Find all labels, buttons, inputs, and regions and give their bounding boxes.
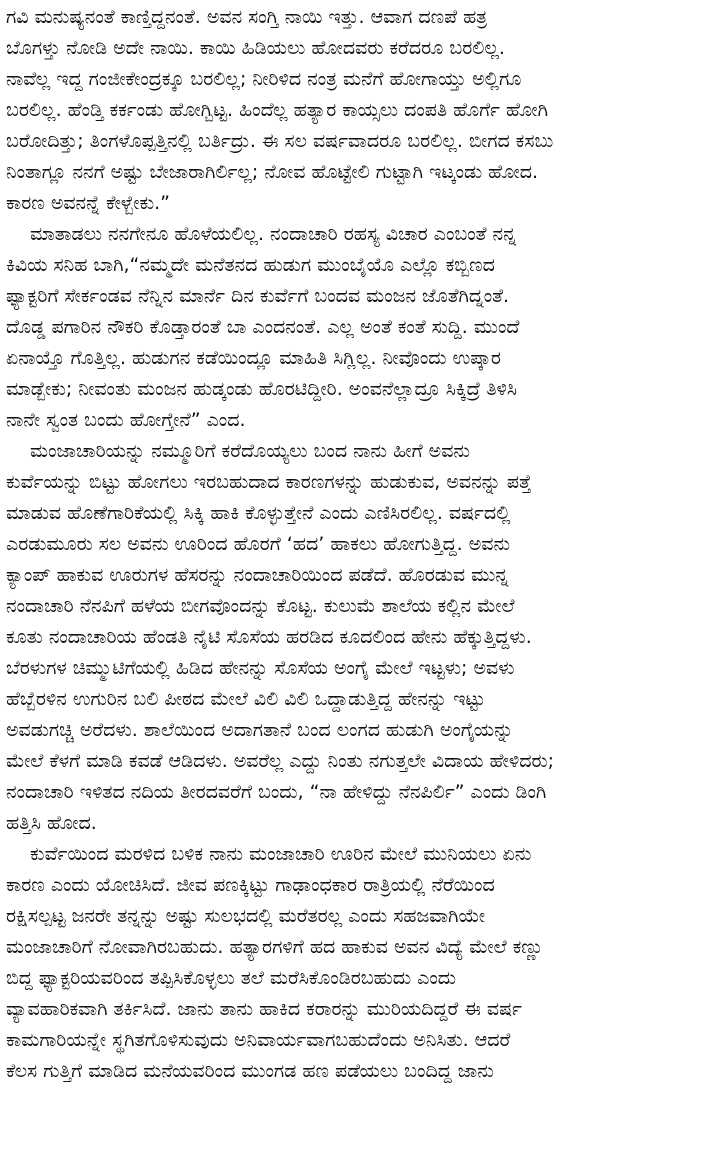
text-line: ಮಾಡುವ ಹೊಣೆಗಾರಿಕೆಯಲ್ಲಿ ಸಿಕ್ಕಿ ಹಾಕಿ ಕೊಳ್ಳುತ್ತೇನೆ ಎಂದು ಎಣಿಸಿರಲಿಲ್ಲ. ವರ್ಷದಲ್ಲಿ	[6, 502, 511, 524]
text-line: ಕುರ್ವೆಯನ್ನು ಬಿಟ್ಟು ಹೋಗಲು ಇರಬಹುದಾದ ಕಾರಣಗಳನ್ನು ಹುಡುಕುವ, ಅವನನ್ನು ಪತ್ತೆ	[6, 471, 532, 493]
text-line: ನಂದಾಚಾರಿ ನೆನಪಿಗೆ ಹಳೆಯ ಬೀಗವೊಂದನ್ನು ಕೊಟ್ಟ. ಕುಲುಮೆ ಶಾಲೆಯ ಕಲ್ಲಿನ ಮೇಲೆ	[6, 595, 515, 617]
text-line: ನಿಂತಾಗ್ಲೂ ನನಗೆ ಅಷ್ಟು ಬೇಜಾರಾಗಿರ್ಲಿಲ್ಲ; ನೋವ ಹೊಟ್ಟೇಲಿ ಗುಟ್ಟಾಗಿ ಇಟ್ಕಂಡು ಹೋದ.	[6, 161, 539, 183]
text-line: ಕುರ್ವೆಯಿಂದ ಮರಳಿದ ಬಳಿಕ ನಾನು ಮಂಜಾಚಾರಿ ಊರಿನ ಮೇಲೆ ಮುನಿಯಲು ಏನು	[30, 843, 532, 865]
text-line: ಅವಡುಗಚ್ಚಿ ಅರೆದಳು. ಶಾಲೆಯಿಂದ ಅದಾಗತಾನೆ ಬಂದ ಲಂಗದ ಹುಡುಗಿ ಅಂಗೈಯನ್ನು	[6, 719, 514, 741]
text-line: ಬರಲಿಲ್ಲ. ಹೆಂಡ್ತಿ ಕರ್ಕಂಡು ಹೋಗ್ಬಿಟ್ಟ. ಹಿಂದೆಲ್ಲ ಹತ್ಯಾರ ಕಾಯ್ಸಲು ದಂಪತಿ ಹೊರ್ಗೆ ಹೋಗಿ	[6, 99, 548, 121]
text-line: ನಂದಾಚಾರಿ ಇಳಿತದ ನದಿಯ ತೀರದವರೆಗೆ ಬಂದು, “ನಾ ಹೇಳಿದ್ದು ನೆನಪಿರ್ಲಿ” ಎಂದು ಡಿಂಗಿ	[6, 781, 547, 803]
paragraph-4	[6, 839, 719, 1087]
text-line: ಗವಿ ಮನುಷ್ಯನಂತೆ ಕಾಣ್ತಿದ್ದನಂತೆ. ಅವನ ಸಂಗ್ತಿ ನಾಯಿ ಇತ್ತು. ಆವಾಗ ದಣಪೆ ಹತ್ರ	[6, 6, 488, 28]
text-line: ಫ್ಯಾಕ್ಟರಿಗೆ ಸೇರ್ಕಂಡವ ನೆನ್ನಿನ ಮಾರ್ನೆ ದಿನ ಕುರ್ವೆಗೆ ಬಂದವ ಮಂಜನ ಜೊತೆಗಿದ್ನಂತೆ.	[6, 285, 510, 307]
text-line: ಬಿದ್ದ ಫ್ಯಾಕ್ಟರಿಯವರಿಂದ ತಪ್ಪಿಸಿಕೊಳ್ಳಲು ತಲೆ ಮರೆಸಿಕೊಂಡಿರಬಹುದು ಎಂದು	[6, 967, 457, 989]
paragraph-2	[6, 219, 719, 436]
text-line: ಕ್ಯಾಂಪ್ ಹಾಕುವ ಊರುಗಳ ಹೆಸರನ್ನು ನಂದಾಚಾರಿಯಿಂದ ಪಡೆದೆ. ಹೊರಡುವ ಮುನ್ನ	[6, 564, 509, 586]
text-line: ಮಾಡ್ಬೇಕು; ನೀವಂತು ಮಂಜನ ಹುಡ್ಕಂಡು ಹೊರಟಿದ್ದೀರಿ. ಅಂವನೆಲ್ಲಾದ್ರೂ ಸಿಕ್ಕಿದ್ರೆ ತಿಳಿಸಿ	[6, 378, 518, 400]
text-line: ಹೆಬ್ಬೆರಳಿನ ಉಗುರಿನ ಬಲಿ ಪೀಠದ ಮೇಲೆ ವಿಲಿ ವಿಲಿ ಒದ್ದಾಡುತ್ತಿದ್ದ ಹೇನನ್ನು ಇಟ್ಟು	[6, 688, 486, 710]
text-line: ಬರೋದಿತ್ತು; ತಿಂಗಳೊಪ್ಪತ್ತಿನಲ್ಲಿ ಬರ್ತಿದ್ರು. ಈ ಸಲ ವರ್ಷವಾದರೂ ಬರಲಿಲ್ಲ. ಬೀಗದ ಕಸಬು	[6, 130, 554, 152]
text-line: ನಾನೇ ಸ್ವಂತ ಬಂದು ಹೋಗ್ತೇನೆ” ಎಂದ.	[6, 409, 246, 431]
text-line: ಕಾರಣ ಅವನನ್ನೆ ಕೇಳ್ಬೇಕು.”	[6, 192, 171, 214]
text-line: ಬೆರಳುಗಳ ಚಿಮ್ಮುಟಿಗೆಯಲ್ಲಿ ಹಿಡಿದ ಹೇನನ್ನು ಸೊಸೆಯ ಅಂಗೈ ಮೇಲೆ ಇಟ್ಟಳು; ಅವಳು	[6, 657, 515, 679]
paragraph-1	[6, 2, 719, 219]
text-line: ಕೂತು ನಂದಾಚಾರಿಯ ಹೆಂಡತಿ ನೈಟಿ ಸೊಸೆಯ ಹರಡಿದ ಕೂದಲಿಂದ ಹೇನು ಹೆಕ್ಕುತ್ತಿದ್ದಳು.	[6, 626, 532, 648]
text-line: ನಾವೆಲ್ಲ ಇದ್ದ ಗಂಜೀಕೇಂದ್ರಕ್ಕೂ ಬರಲಿಲ್ಲ; ನೀರಿಳಿದ ನಂತ್ರ ಮನೆಗೆ ಹೋಗಾಯ್ತು ಅಲ್ಲಿಗೂ	[6, 68, 522, 90]
text-line: ಮಂಜಾಚಾರಿಯನ್ನು ನಮ್ಮೂರಿಗೆ ಕರೆದೊಯ್ಯಲು ಬಂದ ನಾನು ಹೀಗೆ ಅವನು	[30, 440, 471, 462]
text-line: ಕಾರಣ ಎಂದು ಯೋಚಿಸಿದೆ. ಜೀವ ಪಣಕ್ಕಿಟ್ಟು ಗಾಢಾಂಧಕಾರ ರಾತ್ರಿಯಲ್ಲಿ ನೆರೆಯಿಂದ	[6, 874, 495, 896]
text-line: ಕಾಮಗಾರಿಯನ್ನೇ ಸ್ಥಗಿತಗೊಳಿಸುವುದು ಅನಿವಾರ್ಯವಾಗಬಹುದೆಂದು ಅನಿಸಿತು. ಆದರೆ	[6, 1029, 511, 1051]
text-line: ರಕ್ಷಿಸಲ್ಪಟ್ಟ ಜನರೇ ತನ್ನನ್ನು ಅಷ್ಟು ಸುಲಭದಲ್ಲಿ ಮರೆತರಲ್ಲ ಎಂದು ಸಹಜವಾಗಿಯೇ	[6, 905, 486, 927]
text-line: ಏನಾಯ್ತೊ ಗೊತ್ತಿಲ್ಲ. ಹುಡುಗನ ಕಡೆಯಿಂದ್ಲೂ ಮಾಹಿತಿ ಸಿಗ್ಲಿಲ್ಲ. ನೀವೊಂದು ಉಪ್ಕಾರ	[6, 347, 501, 369]
text-line: ದೊಡ್ಡ ಪಗಾರಿನ ನೌಕರಿ ಕೊಡ್ತಾರಂತೆ ಬಾ ಎಂದನಂತೆ. ಎಲ್ಲ ಅಂತೆ ಕಂತೆ ಸುದ್ದಿ. ಮುಂದೆ	[6, 316, 520, 338]
text-line: ಕೆಲಸ ಗುತ್ತಿಗೆ ಮಾಡಿದ ಮನೆಯವರಿಂದ ಮುಂಗಡ ಹಣ ಪಡೆಯಲು ಬಂದಿದ್ದ ಜಾನು	[6, 1060, 494, 1082]
text-line: ಎರಡುಮೂರು ಸಲ ಅವನು ಊರಿಂದ ಹೊರಗೆ ‘ಹದ’ ಹಾಕಲು ಹೋಗುತ್ತಿದ್ದ. ಅವನು	[6, 533, 511, 555]
text-line: ಮಂಜಾಚಾರಿಗೆ ನೋವಾಗಿರಬಹುದು. ಹತ್ಯಾರಗಳಿಗೆ ಹದ ಹಾಕುವ ಅವನ ವಿದ್ಯೆ ಮೇಲೆ ಕಣ್ಣು	[6, 936, 544, 958]
text-line: ಮೇಲೆ ಕೆಳಗೆ ಮಾಡಿ ಕವಡೆ ಆಡಿದಳು. ಅವರೆಲ್ಲ ಎದ್ದು ನಿಂತು ನಗುತ್ತಲೇ ವಿದಾಯ ಹೇಳಿದರು;	[6, 750, 555, 772]
paragraph-3	[6, 436, 719, 839]
text-line: ಹತ್ತಿಸಿ ಹೋದ.	[6, 812, 97, 834]
text-line: ಕಿವಿಯ ಸನಿಹ ಬಾಗಿ,“ನಮ್ಮದೇ ಮನೆತನದ ಹುಡುಗ ಮುಂಬೈಯೊ ಎಲ್ಲೊ ಕಬ್ಬಿಣದ	[6, 254, 495, 276]
text-line: ಮಾತಾಡಲು ನನಗೇನೂ ಹೊಳೆಯಲಿಲ್ಲ. ನಂದಾಚಾರಿ ರಹಸ್ಯ ವಿಚಾರ ಎಂಬಂತೆ ನನ್ನ	[30, 223, 517, 245]
text-line: ಬೊಗಳ್ತು ನೋಡಿ ಅದೇ ನಾಯಿ. ಕಾಯಿ ಹಿಡಿಯಲು ಹೋದವರು ಕರೆದರೂ ಬರಲಿಲ್ಲ.	[6, 37, 505, 59]
text-line: ವ್ಯಾವಹಾರಿಕವಾಗಿ ತರ್ಕಿಸಿದೆ. ಜಾನು ತಾನು ಹಾಕಿದ ಕರಾರನ್ನು ಮುರಿಯದಿದ್ದರೆ ಈ ವರ್ಷ	[6, 998, 522, 1020]
